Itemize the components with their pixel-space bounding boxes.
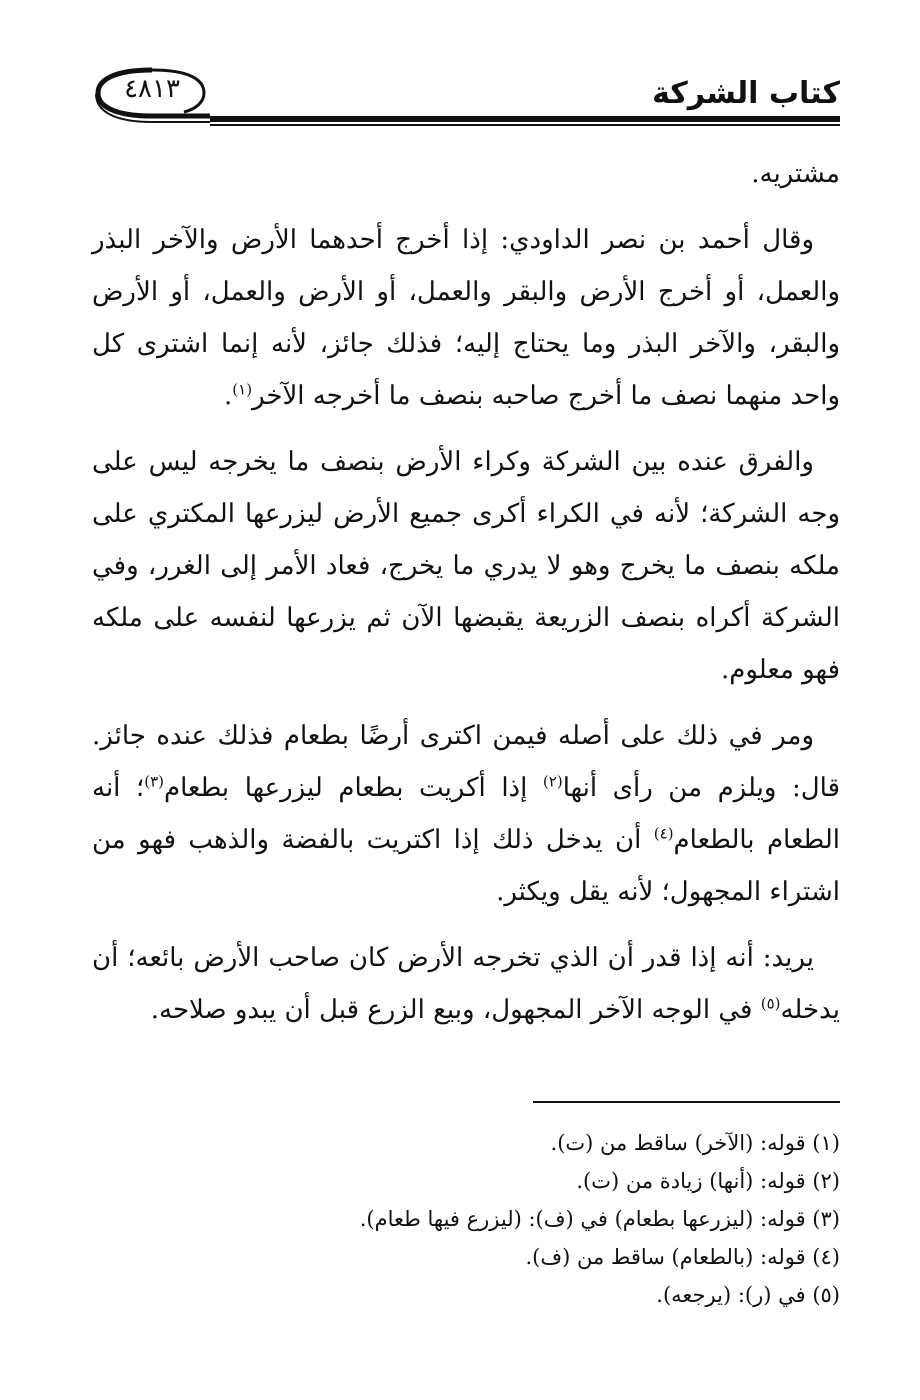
- main-text: [92, 148, 840, 1050]
- chapter-title: كتاب الشركة: [652, 76, 840, 111]
- paragraph-5-text-b: في الوجه الآخر المجهول، وبيع الزرع قبل أن يبدو صلاحه.: [150, 995, 761, 1025]
- page-number: ٤٨١٣: [124, 74, 180, 104]
- footnote-ref-1: (١): [232, 380, 253, 399]
- paragraph-4-text-d: أن يدخل ذلك إذا اكتريت بالفضة والذهب فهو من اشتراء المجهول؛ لأنه يقل ويكثر.: [92, 825, 840, 907]
- paragraph-5-text-a: يريد: أنه إذا قدر أن الذي تخرجه الأرض كان صاحب الأرض بائعه؛ أن يدخله: [92, 943, 840, 1025]
- header-rule-thick: [210, 116, 840, 122]
- paragraph-2: [92, 214, 840, 422]
- footnote-2: (٢) قوله: (أنها) زيادة من (ت).: [576, 1169, 840, 1193]
- footnote-5: (٥) في (ر): (يرجعه).: [656, 1283, 840, 1307]
- paragraph-4-text-c: ؛ أنه الطعام بالطعام: [92, 773, 840, 855]
- paragraph-5: [92, 932, 840, 1036]
- paragraph-1: [92, 148, 840, 200]
- footnote-ref-2: (٢): [542, 772, 563, 791]
- footnote-4: (٤) قوله: (بالطعام) ساقط من (ف).: [525, 1245, 840, 1269]
- footnote-ref-5: (٥): [760, 994, 781, 1013]
- footnote-ref-3: (٣): [144, 772, 165, 791]
- paragraph-4: [92, 710, 840, 918]
- paragraph-3-text: والفرق عنده بين الشركة وكراء الأرض بنصف ما يخرجه ليس على وجه الشركة؛ لأنه في الكراء أكرى جميع الأرض ليزرعها المكتري على ملكه بنصف ما يخرج وهو لا يدري ما يخرج، فعاد الأمر إلى الغرر، وفي الشركة أكراه بنصف الزريعة يقبضها الآن ثم يزرعها لنفسه على ملكه فهو معلوم.: [92, 447, 840, 685]
- paragraph-1-text: مشتريه.: [751, 159, 840, 189]
- footnotes: [92, 1124, 840, 1314]
- footnote-separator: [533, 1101, 840, 1103]
- paragraph-2-text: وقال أحمد بن نصر الداودي: إذا أخرج أحدهما الأرض والآخر البذر والعمل، أو أخرج الأرض والبقر والعمل، أو الأرض والعمل، أو الأرض والبقر، والآخر البذر وما يحتاج إليه؛ فذلك جائز، لأنه إنما اشترى كل واحد منهما نصف ما أخرج صاحبه بنصف ما أخرجه الآخر: [92, 225, 840, 411]
- paragraph-3: [92, 436, 840, 696]
- paragraph-4-text-b: إذا أكريت بطعام ليزرعها بطعام: [164, 773, 543, 803]
- paragraph-4-text-a: ومر في ذلك على أصله فيمن اكترى أرضًا بطعام فذلك عنده جائز. قال: ويلزم من رأى أنها: [92, 721, 840, 803]
- page-header: [92, 60, 840, 130]
- footnote-3: (٣) قوله: (ليزرعها بطعام) في (ف): (ليزرع فيها طعام).: [359, 1207, 840, 1231]
- paragraph-2-end: .: [224, 381, 233, 411]
- footnote-1: (١) قوله: (الآخر) ساقط من (ت).: [550, 1131, 840, 1155]
- footnote-ref-4: (٤): [653, 824, 674, 843]
- header-rule-thin: [210, 124, 840, 126]
